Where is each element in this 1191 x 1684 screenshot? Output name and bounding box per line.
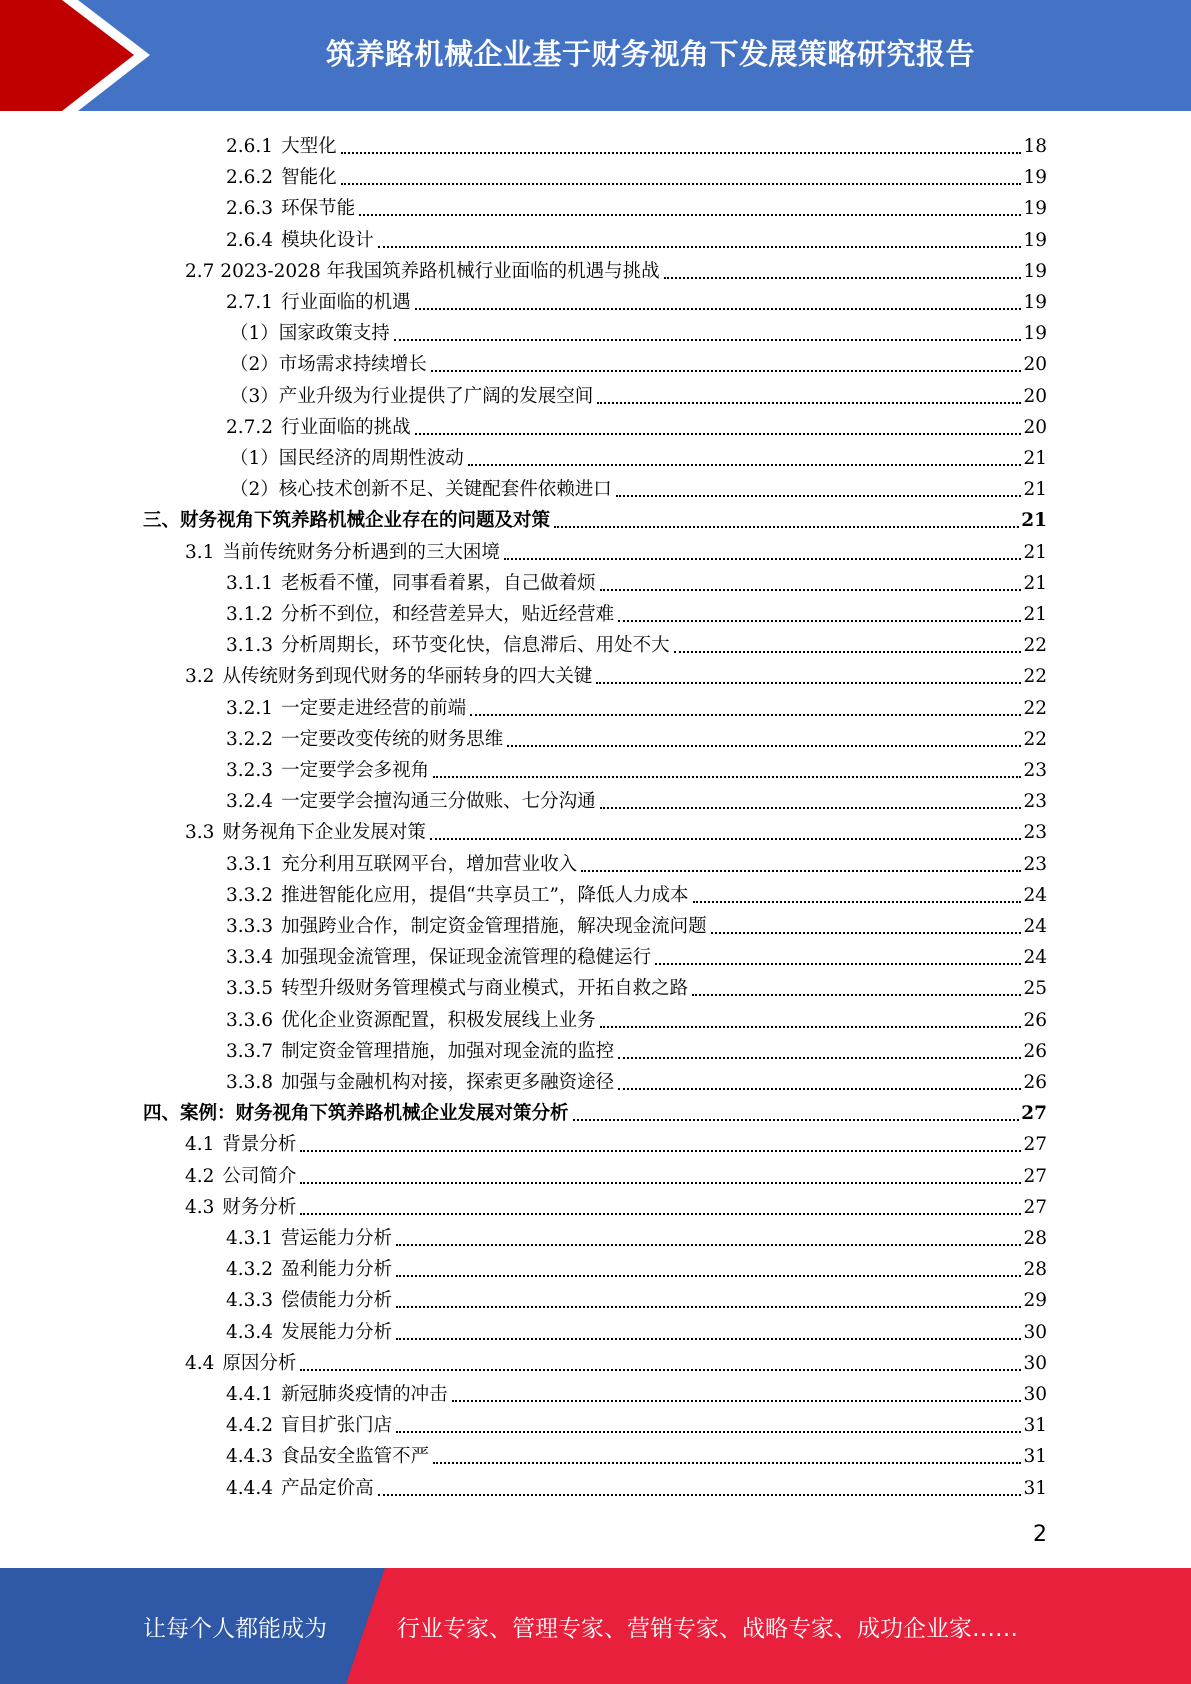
toc-entry-title: 一定要学会多视角 bbox=[281, 760, 430, 781]
toc-entry-page: 19 bbox=[1023, 292, 1047, 313]
toc-entry[interactable] bbox=[185, 1125, 1047, 1156]
toc-entry[interactable] bbox=[226, 595, 1047, 626]
toc-dot-leader bbox=[396, 1305, 1021, 1308]
toc-dot-leader bbox=[359, 213, 1021, 216]
toc-entry-page: 26 bbox=[1023, 1072, 1047, 1093]
toc-entry-page: 21 bbox=[1021, 510, 1047, 532]
toc-entry-number: 4.2 bbox=[185, 1165, 215, 1187]
toc-entry-number: 3.3 bbox=[185, 822, 215, 844]
toc-entry[interactable] bbox=[226, 1375, 1047, 1406]
toc-entry-page: 20 bbox=[1023, 385, 1047, 407]
toc-entry[interactable] bbox=[226, 158, 1047, 189]
toc-dot-leader bbox=[616, 494, 1022, 497]
toc-entry-title: 发展能力分析 bbox=[281, 1321, 393, 1343]
toc-entry-title: 一定要改变传统的财务思维 bbox=[281, 728, 504, 750]
toc-dot-leader bbox=[341, 182, 1022, 185]
toc-entry-page: 18 bbox=[1023, 136, 1047, 157]
toc-dot-leader bbox=[396, 1430, 1021, 1433]
toc-entry-title: 公司简介 bbox=[222, 1165, 297, 1187]
toc-dot-leader bbox=[300, 1181, 1021, 1184]
toc-entry-title: 财务分析 bbox=[222, 1196, 297, 1218]
toc-entry-number: 3.1 bbox=[185, 541, 215, 563]
toc-entry[interactable] bbox=[226, 938, 1047, 969]
toc-dot-leader bbox=[396, 1274, 1021, 1277]
toc-dot-leader bbox=[600, 806, 1022, 809]
toc-entry-title: 环保节能 bbox=[281, 198, 356, 220]
toc-entry-page: 23 bbox=[1023, 822, 1047, 844]
toc-entry[interactable] bbox=[185, 657, 1047, 688]
toc-entry-title: 分析不到位，和经营差异大，贴近经营难 bbox=[281, 604, 615, 625]
toc-dot-leader bbox=[341, 151, 1022, 154]
toc-entry-page: 30 bbox=[1023, 1321, 1047, 1343]
toc-entry-number: 4.4 bbox=[185, 1352, 215, 1374]
toc-entry-title: 转型升级财务管理模式与商业模式，开拓自救之路 bbox=[281, 978, 689, 1000]
toc-entry[interactable] bbox=[226, 1313, 1047, 1344]
toc-dot-leader bbox=[452, 1399, 1022, 1402]
toc-entry-number: 2.6.4 bbox=[226, 229, 274, 251]
toc-entry-page: 25 bbox=[1023, 978, 1047, 1000]
toc-entry-number: 4.1 bbox=[185, 1134, 215, 1156]
toc-dot-leader bbox=[674, 650, 1022, 653]
toc-entry-title: 一定要学会擅沟通三分做账、七分沟通 bbox=[281, 791, 596, 813]
toc-entry-title: 行业面临的机遇 bbox=[281, 292, 411, 313]
toc-dot-leader bbox=[300, 1368, 1021, 1371]
toc-entry-page: 30 bbox=[1023, 1352, 1047, 1374]
toc-entry-title: 制定资金管理措施，加强对现金流的监控 bbox=[281, 1040, 615, 1062]
toc-dot-leader bbox=[664, 276, 1022, 279]
toc-entry-page: 28 bbox=[1023, 1228, 1047, 1249]
toc-entry[interactable] bbox=[185, 813, 1047, 844]
toc-entry[interactable] bbox=[230, 345, 1047, 376]
toc-entry-number: 3.1.3 bbox=[226, 635, 274, 657]
toc-dot-leader bbox=[394, 338, 1022, 341]
toc-entry[interactable] bbox=[226, 1063, 1047, 1094]
toc-entry[interactable] bbox=[226, 1437, 1047, 1468]
toc-entry-number: 3.3.8 bbox=[226, 1072, 274, 1093]
toc-entry-title: （2）核心技术创新不足、关键配套件依赖进口 bbox=[230, 479, 612, 501]
toc-entry-title: 2.7 2023-2028 年我国筑养路机械行业面临的机遇与挑战 bbox=[185, 260, 660, 282]
toc-entry-number: 2.6.3 bbox=[226, 198, 274, 220]
toc-entry[interactable] bbox=[226, 1281, 1047, 1312]
toc-entry-number: 3.1.1 bbox=[226, 572, 274, 594]
toc-dot-leader bbox=[470, 713, 1021, 716]
footer-banner bbox=[0, 1568, 1191, 1684]
toc-entry-title: （3）产业升级为行业提供了广阔的发展空间 bbox=[230, 385, 594, 407]
toc-dot-leader bbox=[618, 1087, 1021, 1090]
toc-entry-title: 老板看不懂，同事看着累，自己做着烦 bbox=[281, 572, 596, 594]
toc-dot-leader bbox=[378, 1493, 1022, 1496]
toc-entry[interactable] bbox=[226, 1219, 1047, 1250]
toc-entry-number: 2.6.2 bbox=[226, 167, 274, 189]
toc-entry[interactable] bbox=[226, 283, 1047, 314]
toc-dot-leader bbox=[415, 432, 1022, 435]
toc-entry-title: 优化企业资源配置，积极发展线上业务 bbox=[281, 1009, 596, 1031]
toc-entry-number: 3.3.4 bbox=[226, 947, 274, 969]
toc-entry-title: 原因分析 bbox=[222, 1352, 297, 1374]
toc-entry-page: 31 bbox=[1023, 1446, 1047, 1468]
toc-entry-page: 19 bbox=[1023, 229, 1047, 251]
toc-entry-title: 三、财务视角下筑养路机械企业存在的问题及对策 bbox=[143, 510, 551, 532]
toc-entry-number: 2.6.1 bbox=[226, 136, 274, 157]
toc-entry[interactable] bbox=[226, 1250, 1047, 1281]
toc-dot-leader bbox=[554, 525, 1019, 528]
toc-entry[interactable] bbox=[185, 1188, 1047, 1219]
toc-entry-page: 24 bbox=[1023, 884, 1047, 906]
toc-entry-page: 31 bbox=[1023, 1477, 1047, 1499]
toc-dot-leader bbox=[597, 401, 1021, 404]
toc-entry-title: （2）市场需求持续增长 bbox=[230, 354, 427, 376]
toc-entry[interactable] bbox=[226, 751, 1047, 782]
toc-dot-leader bbox=[693, 900, 1022, 903]
toc-entry-number: 3.2.4 bbox=[226, 791, 274, 813]
toc-entry-title: 从传统财务到现代财务的华丽转身的四大关键 bbox=[222, 666, 593, 688]
toc-entry[interactable] bbox=[230, 439, 1047, 470]
toc-entry-page: 19 bbox=[1023, 323, 1047, 345]
toc-entry[interactable] bbox=[226, 408, 1047, 439]
toc-entry-number: 3.3.2 bbox=[226, 884, 274, 906]
toc-entry[interactable] bbox=[226, 1032, 1047, 1063]
toc-entry[interactable] bbox=[226, 689, 1047, 720]
toc-entry-page: 19 bbox=[1023, 167, 1047, 189]
toc-entry-page: 27 bbox=[1021, 1103, 1047, 1125]
toc-entry-number: 3.3.7 bbox=[226, 1040, 274, 1062]
toc-entry[interactable] bbox=[226, 876, 1047, 907]
toc-entry[interactable] bbox=[226, 1406, 1047, 1437]
toc-entry-number: 3.2.1 bbox=[226, 697, 274, 719]
toc-entry-title: 加强跨业合作，制定资金管理措施，解决现金流问题 bbox=[281, 916, 707, 937]
toc-entry-number: 3.3.6 bbox=[226, 1009, 274, 1031]
toc-entry-page: 22 bbox=[1023, 666, 1047, 688]
toc-entry-page: 21 bbox=[1023, 604, 1047, 625]
toc-chapter-entry[interactable] bbox=[143, 1094, 1047, 1125]
toc-entry[interactable] bbox=[226, 221, 1047, 252]
toc-dot-leader bbox=[430, 837, 1022, 840]
toc-entry-title: 大型化 bbox=[281, 136, 337, 157]
toc-entry-page: 22 bbox=[1023, 635, 1047, 657]
toc-entry-title: （1）国家政策支持 bbox=[230, 323, 390, 345]
toc-entry[interactable] bbox=[185, 533, 1047, 564]
toc-entry[interactable] bbox=[226, 969, 1047, 1000]
toc-entry-page: 23 bbox=[1023, 853, 1047, 875]
toc-entry-page: 20 bbox=[1023, 416, 1047, 438]
toc-dot-leader bbox=[581, 869, 1021, 872]
toc-entry-title: 偿债能力分析 bbox=[281, 1290, 393, 1312]
toc-entry-number: 2.7.2 bbox=[226, 416, 274, 438]
toc-dot-leader bbox=[300, 1149, 1021, 1152]
toc-entry-title: 背景分析 bbox=[222, 1134, 297, 1156]
toc-entry[interactable] bbox=[185, 1157, 1047, 1188]
toc-entry-title: 营运能力分析 bbox=[281, 1228, 393, 1249]
toc-entry[interactable] bbox=[226, 1469, 1047, 1500]
toc-dot-leader bbox=[573, 1118, 1020, 1121]
toc-entry-page: 26 bbox=[1023, 1040, 1047, 1062]
toc-dot-leader bbox=[468, 463, 1022, 466]
toc-entry-number: 4.4.1 bbox=[226, 1384, 274, 1405]
toc-entry[interactable] bbox=[226, 1001, 1047, 1032]
toc-entry-page: 27 bbox=[1023, 1196, 1047, 1218]
toc-entry-title: 分析周期长，环节变化快，信息滞后、用处不大 bbox=[281, 635, 670, 657]
toc-entry-title: 加强现金流管理，保证现金流管理的稳健运行 bbox=[281, 947, 652, 969]
toc-entry-page: 31 bbox=[1023, 1415, 1047, 1437]
toc-chapter-entry[interactable] bbox=[143, 501, 1047, 532]
toc-entry-title: 盲目扩张门店 bbox=[281, 1415, 393, 1437]
toc-entry-title: （1）国民经济的周期性波动 bbox=[230, 448, 464, 469]
toc-entry-page: 22 bbox=[1023, 697, 1047, 719]
toc-dot-leader bbox=[507, 744, 1021, 747]
toc-dot-leader bbox=[415, 307, 1022, 310]
toc-dot-leader bbox=[300, 1212, 1021, 1215]
toc-entry-title: 盈利能力分析 bbox=[281, 1259, 393, 1281]
toc-entry-title: 财务视角下企业发展对策 bbox=[222, 822, 426, 844]
toc-entry-page: 19 bbox=[1023, 260, 1047, 282]
toc-entry-page: 24 bbox=[1023, 947, 1047, 969]
toc-entry-number: 3.3.3 bbox=[226, 916, 274, 937]
toc-entry-title: 产品定价高 bbox=[281, 1477, 374, 1499]
toc-entry-page: 23 bbox=[1023, 791, 1047, 813]
report-title: 筑养路机械企业基于财务视角下发展策略研究报告 bbox=[325, 36, 975, 71]
toc-entry[interactable] bbox=[185, 252, 1047, 283]
toc-entry-title: 行业面临的挑战 bbox=[281, 416, 411, 438]
toc-entry-number: 3.1.2 bbox=[226, 604, 274, 625]
toc-entry[interactable] bbox=[226, 127, 1047, 158]
toc-entry-page: 27 bbox=[1023, 1165, 1047, 1187]
toc-dot-leader bbox=[600, 1025, 1022, 1028]
toc-entry-page: 20 bbox=[1023, 354, 1047, 376]
toc-entry-page: 24 bbox=[1023, 916, 1047, 937]
toc-entry-title: 当前传统财务分析遇到的三大困境 bbox=[222, 541, 500, 563]
toc-entry-page: 28 bbox=[1023, 1259, 1047, 1281]
toc-dot-leader bbox=[618, 1056, 1021, 1059]
toc-entry-page: 21 bbox=[1023, 448, 1047, 469]
toc-entry-number: 4.4.2 bbox=[226, 1415, 274, 1437]
toc-entry-page: 21 bbox=[1023, 479, 1047, 501]
toc-dot-leader bbox=[378, 245, 1022, 248]
footer-slogan-left: 让每个人都能成为 bbox=[143, 1615, 327, 1642]
toc-entry-number: 4.3.4 bbox=[226, 1321, 274, 1343]
toc-entry-number: 4.4.3 bbox=[226, 1446, 274, 1468]
toc-entry-number: 2.7.1 bbox=[226, 292, 274, 313]
toc-entry-number: 3.2 bbox=[185, 666, 215, 688]
toc-entry-title: 一定要走进经营的前端 bbox=[281, 697, 467, 719]
toc-entry-number: 3.2.3 bbox=[226, 760, 274, 781]
toc-entry-page: 23 bbox=[1023, 760, 1047, 781]
toc-entry[interactable] bbox=[230, 470, 1047, 501]
toc-entry-page: 26 bbox=[1023, 1009, 1047, 1031]
toc-entry-page: 21 bbox=[1023, 572, 1047, 594]
toc-dot-leader bbox=[504, 557, 1022, 560]
toc-dot-leader bbox=[433, 775, 1021, 778]
toc-dot-leader bbox=[433, 1461, 1021, 1464]
toc-entry[interactable] bbox=[230, 314, 1047, 345]
toc-entry-title: 新冠肺炎疫情的冲击 bbox=[281, 1384, 448, 1405]
toc-entry[interactable] bbox=[230, 377, 1047, 408]
toc-entry-title: 四、案例：财务视角下筑养路机械企业发展对策分析 bbox=[143, 1103, 569, 1125]
toc-entry-number: 3.2.2 bbox=[226, 728, 274, 750]
toc-entry-number: 3.3.1 bbox=[226, 853, 274, 875]
toc-entry-number: 4.4.4 bbox=[226, 1477, 274, 1499]
toc-entry[interactable] bbox=[226, 720, 1047, 751]
toc-entry[interactable] bbox=[226, 564, 1047, 595]
toc-entry-number: 4.3 bbox=[185, 1196, 215, 1218]
toc-dot-leader bbox=[396, 1243, 1021, 1246]
toc-entry-page: 29 bbox=[1023, 1290, 1047, 1312]
toc-entry-title: 推进智能化应用，提倡“共享员工”，降低人力成本 bbox=[281, 884, 689, 906]
toc-entry-number: 4.3.2 bbox=[226, 1259, 274, 1281]
toc-entry-title: 模块化设计 bbox=[281, 229, 374, 251]
toc-dot-leader bbox=[655, 962, 1021, 965]
toc-dot-leader bbox=[431, 369, 1022, 372]
toc-entry-page: 30 bbox=[1023, 1384, 1047, 1405]
toc-entry-page: 19 bbox=[1023, 198, 1047, 220]
toc-entry-number: 4.3.3 bbox=[226, 1290, 274, 1312]
toc-entry[interactable] bbox=[226, 189, 1047, 220]
footer-slogan-right: 行业专家、管理专家、营销专家、战略专家、成功企业家…… bbox=[397, 1615, 1018, 1642]
toc-entry[interactable] bbox=[226, 782, 1047, 813]
toc-entry-title: 充分利用互联网平台，增加营业收入 bbox=[281, 853, 578, 875]
toc-dot-leader bbox=[692, 993, 1021, 996]
toc-entry-number: 3.3.5 bbox=[226, 978, 274, 1000]
toc-entry-page: 21 bbox=[1023, 541, 1047, 563]
toc-entry[interactable] bbox=[226, 626, 1047, 657]
report-header bbox=[0, 0, 1191, 111]
page-number: 2 bbox=[1033, 1522, 1047, 1547]
toc-entry-page: 22 bbox=[1023, 728, 1047, 750]
toc-dot-leader bbox=[711, 931, 1022, 934]
toc-entry-title: 加强与金融机构对接，探索更多融资途径 bbox=[281, 1072, 615, 1093]
toc-entry-page: 27 bbox=[1023, 1134, 1047, 1156]
toc-entry[interactable] bbox=[226, 845, 1047, 876]
toc-dot-leader bbox=[600, 588, 1022, 591]
toc-entry[interactable] bbox=[185, 1344, 1047, 1375]
toc-entry-title: 智能化 bbox=[281, 167, 337, 189]
toc-entry-title: 食品安全监管不严 bbox=[281, 1446, 430, 1468]
header-arrow-icon bbox=[0, 0, 160, 111]
toc-dot-leader bbox=[396, 1337, 1021, 1340]
toc-entry-number: 4.3.1 bbox=[226, 1228, 274, 1249]
toc-entry[interactable] bbox=[226, 907, 1047, 938]
toc-dot-leader bbox=[618, 619, 1021, 622]
toc-dot-leader bbox=[596, 681, 1021, 684]
